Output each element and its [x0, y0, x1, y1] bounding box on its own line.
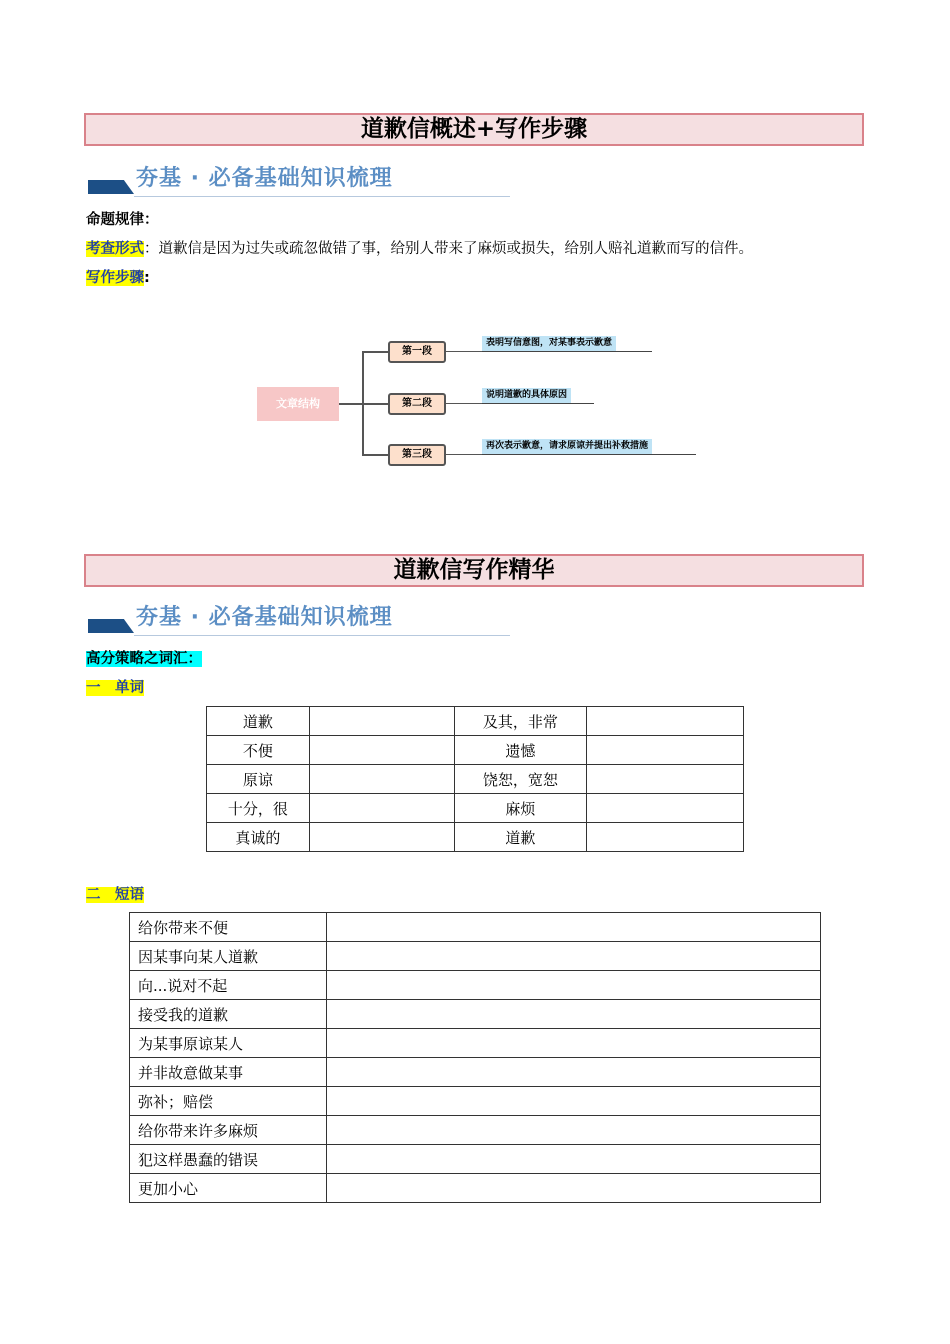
table-cell: 接受我的道歉 [130, 1000, 327, 1029]
answer-cell[interactable] [326, 1058, 820, 1087]
table-row [130, 1087, 821, 1116]
answer-cell[interactable] [587, 707, 744, 736]
table-cell: 饶恕，宽恕 [454, 765, 587, 794]
steps-label: 写作步骤 [86, 270, 144, 286]
vocab-label: 高分策略之词汇： [86, 651, 202, 667]
table-cell: 并非故意做某事 [130, 1058, 327, 1087]
table-cell: 为某事原谅某人 [130, 1029, 327, 1058]
banner-bar-icon [88, 180, 134, 194]
diagram-desc: 再次表示歉意，请求原谅并提出补救措施 [482, 439, 652, 454]
table-cell: 更加小心 [130, 1174, 327, 1203]
phrases-heading [86, 884, 144, 906]
diagram-connector [362, 403, 388, 405]
rule-colon: ： [144, 212, 159, 228]
table-cell: 给你带来不便 [130, 913, 327, 942]
table-cell: 不便 [207, 736, 310, 765]
table-cell: 弥补；赔偿 [130, 1087, 327, 1116]
table-cell: 给你带来许多麻烦 [130, 1116, 327, 1145]
answer-cell[interactable] [326, 1087, 820, 1116]
answer-cell[interactable] [587, 765, 744, 794]
banner-rule [134, 635, 510, 636]
structure-diagram [250, 325, 710, 475]
exam-form-label: 考查形式 [86, 241, 144, 257]
diagram-node: 第一段 [388, 341, 446, 363]
answer-cell[interactable] [326, 942, 820, 971]
table-cell: 十分，很 [207, 794, 310, 823]
answer-cell[interactable] [309, 794, 454, 823]
section-title: 道歉信概述+写作步骤 [84, 113, 864, 146]
diagram-connector [446, 403, 482, 404]
table-row [130, 1174, 821, 1203]
answer-cell[interactable] [326, 1145, 820, 1174]
table-row [207, 765, 744, 794]
answer-cell[interactable] [326, 971, 820, 1000]
diagram-connector [362, 454, 388, 456]
answer-cell[interactable] [326, 913, 820, 942]
table-cell: 及其，非常 [454, 707, 587, 736]
section-banner [88, 164, 510, 204]
table-cell: 道歉 [207, 707, 310, 736]
banner-rule [134, 196, 510, 197]
section-banner [88, 603, 510, 643]
diagram-desc: 表明写信意图，对某事表示歉意 [482, 336, 616, 351]
answer-cell[interactable] [309, 823, 454, 852]
table-cell: 原谅 [207, 765, 310, 794]
diagram-connector [446, 351, 482, 352]
table-row [130, 942, 821, 971]
answer-cell[interactable] [326, 1029, 820, 1058]
words-table [206, 706, 744, 852]
rule-heading [86, 209, 159, 231]
diagram-desc: 说明道歉的具体原因 [482, 388, 571, 403]
diagram-connector [362, 351, 388, 353]
exam-form-colon: ： [144, 241, 159, 257]
diagram-connector [446, 454, 482, 455]
table-cell: 遗憾 [454, 736, 587, 765]
words-label: 一 单词 [86, 680, 144, 696]
table-row [130, 1145, 821, 1174]
table-cell: 因某事向某人道歉 [130, 942, 327, 971]
table-row [207, 823, 744, 852]
banner-text: 夯基 · 必备基础知识梳理 [136, 166, 393, 191]
table-cell: 犯这样愚蠢的错误 [130, 1145, 327, 1174]
diagram-underline [482, 351, 652, 352]
steps-colon: : [144, 270, 150, 286]
table-row [207, 707, 744, 736]
answer-cell[interactable] [326, 1000, 820, 1029]
answer-cell[interactable] [309, 736, 454, 765]
diagram-root: 文章结构 [257, 387, 339, 421]
table-cell: 麻烦 [454, 794, 587, 823]
diagram-underline [482, 403, 594, 404]
exam-form-text: 道歉信是因为过失或疏忽做错了事，给别人带来了麻烦或损失，给别人赔礼道歉而写的信件。 [158, 241, 753, 257]
table-row [130, 1029, 821, 1058]
table-cell: 向...说对不起 [130, 971, 327, 1000]
table-row [130, 971, 821, 1000]
banner-text: 夯基 · 必备基础知识梳理 [136, 605, 393, 630]
diagram-connector [339, 403, 363, 405]
table-row [207, 736, 744, 765]
table-row [130, 1000, 821, 1029]
table-row [130, 1058, 821, 1087]
diagram-node: 第二段 [388, 393, 446, 415]
answer-cell[interactable] [587, 736, 744, 765]
answer-cell[interactable] [326, 1116, 820, 1145]
table-row [130, 913, 821, 942]
banner-bar-icon [88, 619, 134, 633]
rule-label: 命题规律 [86, 212, 144, 228]
answer-cell[interactable] [309, 765, 454, 794]
diagram-node: 第三段 [388, 444, 446, 466]
steps-line [86, 267, 150, 289]
exam-form-line [86, 238, 753, 260]
phrases-table [129, 912, 821, 1203]
table-cell: 真诚的 [207, 823, 310, 852]
table-row [130, 1116, 821, 1145]
answer-cell[interactable] [587, 823, 744, 852]
section-title: 道歉信写作精华 [84, 554, 864, 587]
answer-cell[interactable] [326, 1174, 820, 1203]
phrases-label: 二 短语 [86, 887, 144, 903]
table-row [207, 794, 744, 823]
vocab-heading [86, 648, 202, 670]
answer-cell[interactable] [587, 794, 744, 823]
table-cell: 道歉 [454, 823, 587, 852]
words-heading [86, 677, 144, 699]
answer-cell[interactable] [309, 707, 454, 736]
diagram-underline [482, 454, 696, 455]
